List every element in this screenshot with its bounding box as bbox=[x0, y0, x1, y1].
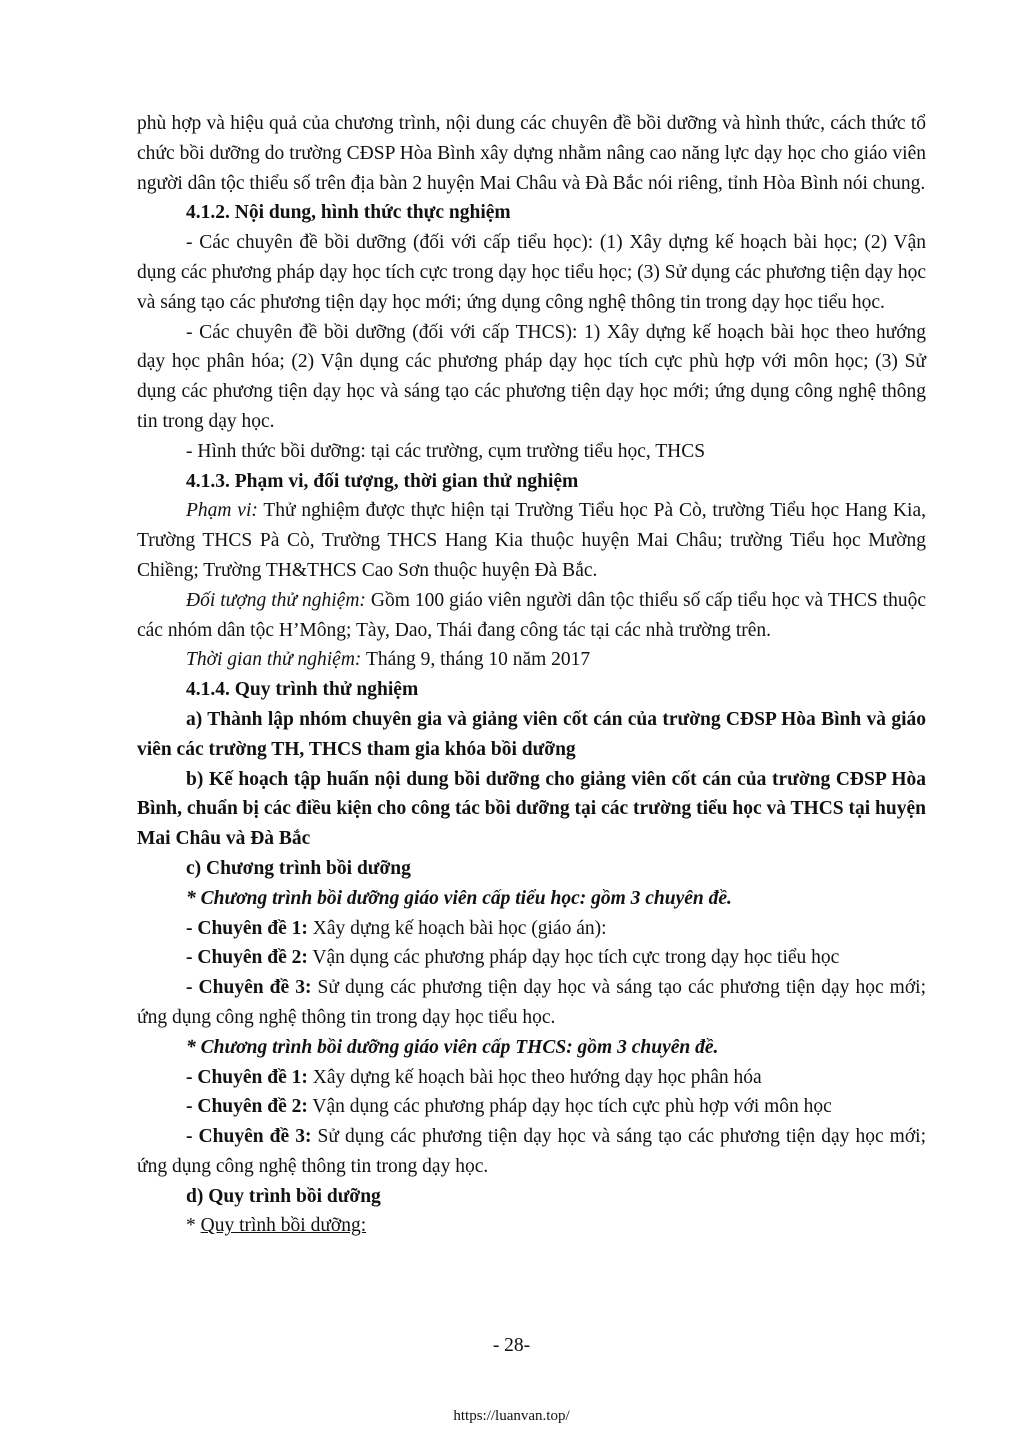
heading-4-1-2: 4.1.2. Nội dung, hình thức thực nghiệm bbox=[186, 202, 511, 224]
primary-topic-3 bbox=[137, 973, 926, 1033]
step-c: c) Chương trình bồi dưỡng bbox=[186, 857, 411, 879]
paragraph-training-format: - Hình thức bồi dưỡng: tại các trường, cụm trường tiểu học, THCS bbox=[186, 440, 706, 462]
step-a: a) Thành lập nhóm chuyên gia và giảng viên cốt cán của trường CĐSP Hòa Bình và giáo viên các trường TH, THCS tham gia khóa bồi dưỡng bbox=[137, 708, 926, 760]
secondary-topic-1-label: - Chuyên đề 1: bbox=[186, 1066, 308, 1088]
secondary-topic-3 bbox=[137, 1122, 926, 1182]
scope-text: Thử nghiệm được thực hiện tại Trường Tiểu học Pà Cò, trường Tiểu học Hang Kia, Trường THCS Pà Cò, Trường THCS Hang Kia thuộc huyện Mai Châu; trường Tiểu học Mường Chiềng; Trường TH&THCS Cao Sơn thuộc huyện Đà Bắc. bbox=[137, 500, 927, 581]
step-b: b) Kế hoạch tập huấn nội dung bồi dưỡng cho giảng viên cốt cán của trường CĐSP Hòa Bình, chuẩn bị các điều kiện cho công tác bồi dưỡng tại các trường tiểu học và THCS tại huyện Mai Châu và Đà Bắc bbox=[137, 768, 926, 850]
heading-4-1-3: 4.1.3. Phạm vi, đối tượng, thời gian thử nghiệm bbox=[186, 470, 579, 492]
training-process-line bbox=[137, 1211, 926, 1241]
primary-topic-1-text: Xây dựng kế hoạch bài học (giáo án): bbox=[307, 917, 607, 939]
primary-program-heading: * Chương trình bồi dưỡng giáo viên cấp tiểu học: gồm 3 chuyên đề. bbox=[186, 887, 732, 909]
timeframe-label: Thời gian thử nghiệm: bbox=[186, 649, 362, 671]
subjects-text: Gồm 100 giáo viên người dân tộc thiểu số cấp tiểu học và THCS thuộc các nhóm dân tộc H’Mông; Tày, Dao, Thái đang công tác tại các nhà trường trên. bbox=[137, 589, 926, 641]
secondary-topic-2-text: Vận dụng các phương pháp dạy học tích cực phù hợp với môn học bbox=[307, 1096, 832, 1118]
paragraph-scope bbox=[137, 496, 926, 585]
page-number: - 28- bbox=[492, 1335, 531, 1356]
primary-topic-2 bbox=[137, 943, 926, 973]
subjects-label: Đối tượng thử nghiệm: bbox=[186, 589, 366, 611]
secondary-topic-2 bbox=[137, 1092, 926, 1122]
training-process-star: * bbox=[186, 1215, 201, 1237]
paragraph-intro-continued: phù hợp và hiệu quả của chương trình, nội dung các chuyên đề bồi dưỡng và hình thức, cách thức tổ chức bồi dưỡng do trường CĐSP Hòa Bình xây dựng nhằm nâng cao năng lực dạy học cho giáo viên người dân tộc thiểu số trên địa bàn 2 huyện Mai Châu và Đà Bắc nói riêng, tỉnh Hòa Bình nói chung. bbox=[137, 113, 926, 194]
timeframe-text: Tháng 9, tháng 10 năm 2017 bbox=[361, 649, 591, 671]
training-process-label: Quy trình bồi dưỡng: bbox=[200, 1215, 367, 1237]
secondary-topic-1-text: Xây dựng kế hoạch bài học theo hướng dạy học phân hóa bbox=[307, 1066, 762, 1088]
secondary-topic-3-text: Sử dụng các phương tiện dạy học và sáng tạo các phương tiện dạy học mới; ứng dụng công nghệ thông tin trong dạy học. bbox=[137, 1126, 927, 1177]
primary-topic-1 bbox=[137, 914, 926, 944]
paragraph-primary-topics: - Các chuyên đề bồi dưỡng (đối với cấp tiểu học): (1) Xây dựng kế hoạch bài học; (2) Vận dụng các phương pháp dạy học tích cực trong dạy học tiểu học; (3) Sử dụng các phương tiện dạy học và sáng tạo các phương tiện dạy học mới; ứng dụng công nghệ thông tin trong dạy học tiểu học. bbox=[137, 232, 926, 313]
step-d: d) Quy trình bồi dưỡng bbox=[186, 1185, 381, 1207]
primary-topic-2-label: - Chuyên đề 2: bbox=[186, 947, 308, 969]
primary-topic-3-label: - Chuyên đề 3: bbox=[186, 977, 312, 999]
document-body bbox=[137, 109, 926, 1241]
paragraph-secondary-topics: - Các chuyên đề bồi dưỡng (đối với cấp THCS): 1) Xây dựng kế hoạch bài học theo hướng dạy học phân hóa; (2) Vận dụng các phương pháp dạy học tích cực phù hợp với môn học; (3) Sử dụng các phương tiện dạy học và sáng tạo các phương tiện dạy học mới; ứng dụng công nghệ thông tin trong dạy học. bbox=[137, 321, 926, 432]
paragraph-timeframe bbox=[137, 645, 926, 675]
scope-label: Phạm vi: bbox=[186, 500, 258, 522]
secondary-topic-1 bbox=[137, 1063, 926, 1093]
primary-topic-2-text: Vận dụng các phương pháp dạy học tích cực trong dạy học tiểu học bbox=[307, 947, 840, 969]
footer-url: https://luanvan.top/ bbox=[453, 1408, 570, 1424]
paragraph-subjects bbox=[137, 586, 926, 646]
secondary-program-heading: * Chương trình bồi dưỡng giáo viên cấp THCS: gồm 3 chuyên đề. bbox=[186, 1036, 719, 1058]
primary-topic-3-text: Sử dụng các phương tiện dạy học và sáng tạo các phương tiện dạy học mới; ứng dụng công nghệ thông tin trong dạy học tiểu học. bbox=[137, 977, 927, 1028]
secondary-topic-2-label: - Chuyên đề 2: bbox=[186, 1096, 308, 1118]
primary-topic-1-label: - Chuyên đề 1: bbox=[186, 917, 308, 939]
secondary-topic-3-label: - Chuyên đề 3: bbox=[186, 1126, 312, 1148]
heading-4-1-4: 4.1.4. Quy trình thử nghiệm bbox=[186, 679, 419, 701]
